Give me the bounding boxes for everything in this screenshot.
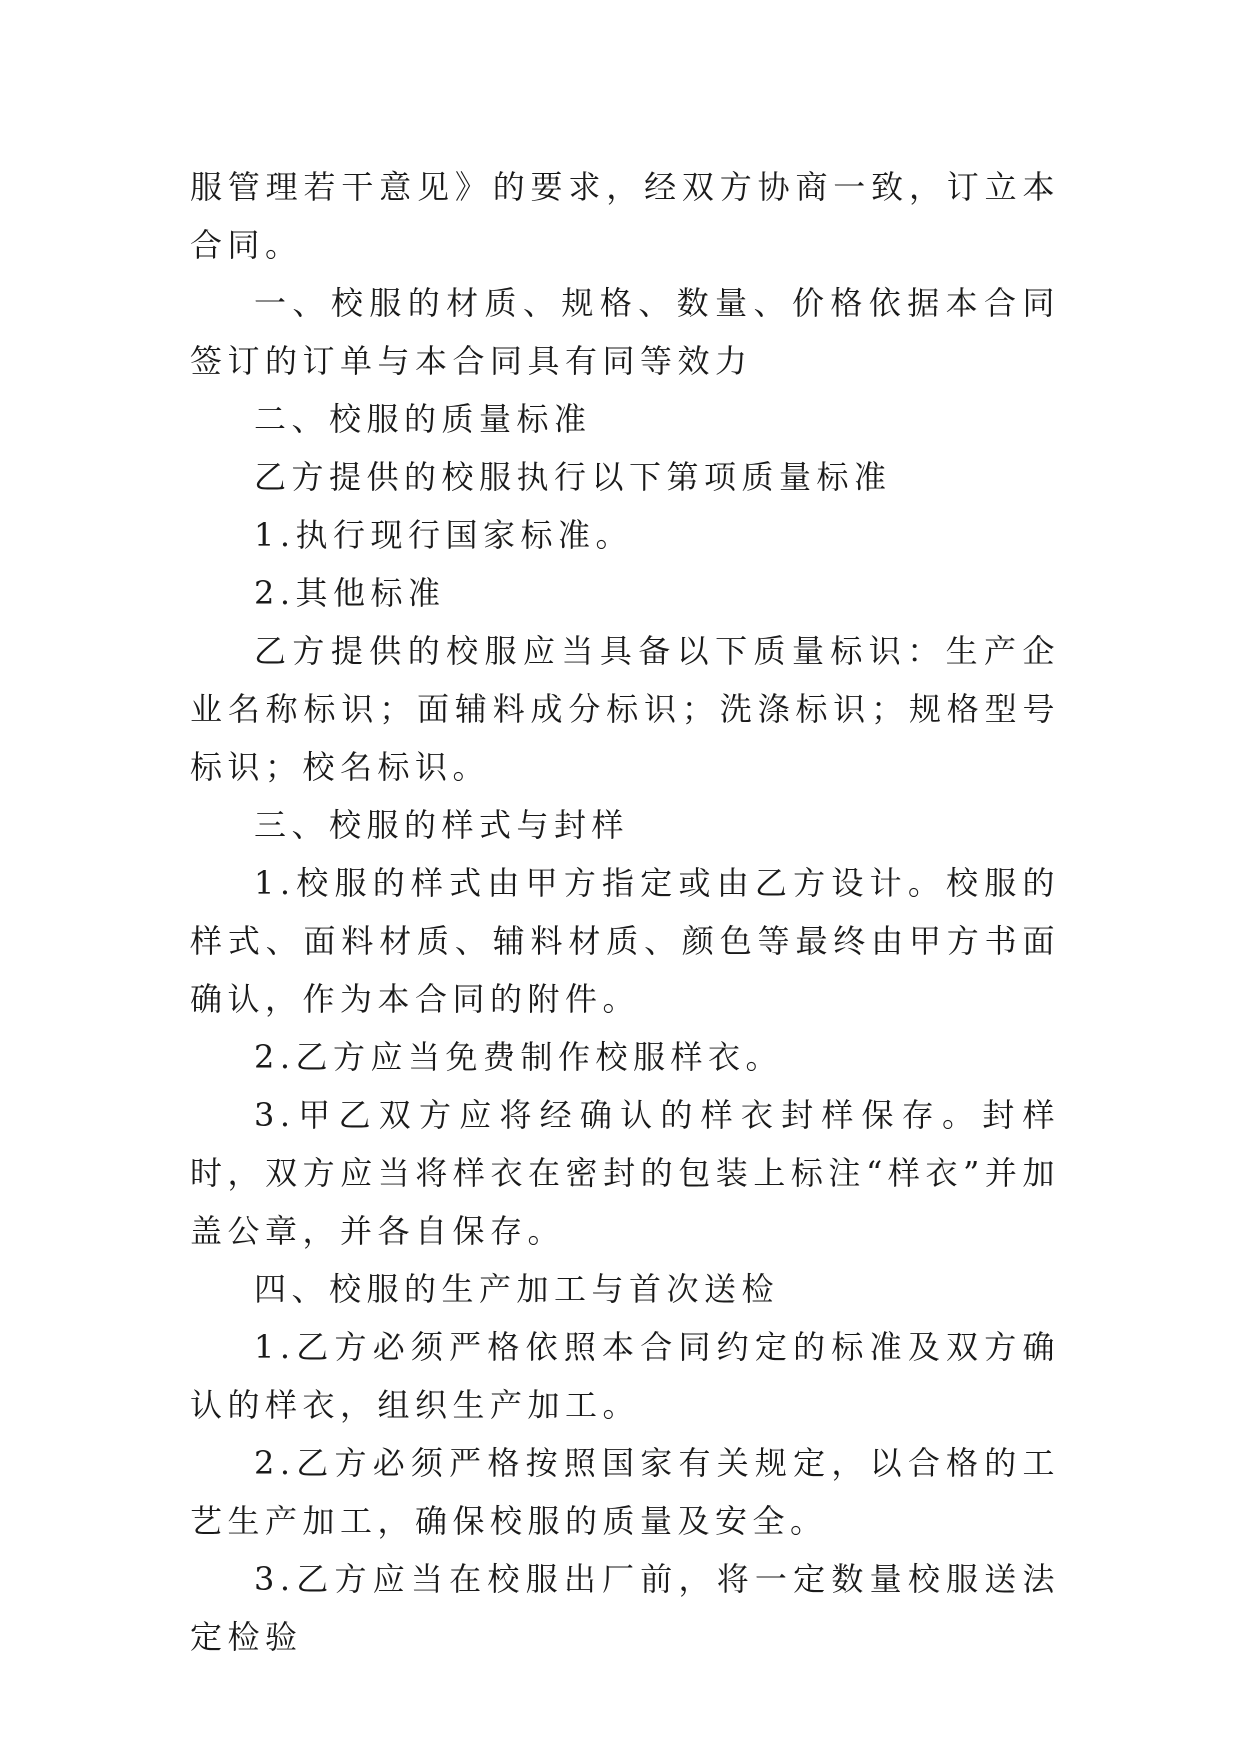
paragraph-3: 乙方提供的校服执行以下第项质量标准	[254, 458, 892, 496]
paragraph-10: 3.甲乙双方应将经确认的样衣封样保存。封样时，双方应当将样衣在密封的包装上标注“样衣”并加盖公章，并各自保存。	[190, 1096, 1060, 1250]
paragraph-7: 三、校服的样式与封样	[254, 806, 630, 844]
paragraph-5: 2.其他标准	[254, 574, 446, 612]
paragraph-14: 3.乙方应当在校服出厂前，将一定数量校服送法定检验	[190, 1560, 1060, 1656]
paragraph-4: 1.执行现行国家标准。	[254, 516, 634, 554]
paragraph-1: 一、校服的材质、规格、数量、价格依据本合同签订的订单与本合同具有同等效力	[190, 284, 1060, 380]
paragraph-12: 1.乙方必须严格依照本合同约定的标准及双方确认的样衣，组织生产加工。	[190, 1328, 1060, 1424]
paragraph-13: 2.乙方必须严格按照国家有关规定，以合格的工艺生产加工，确保校服的质量及安全。	[190, 1444, 1060, 1540]
paragraph-8: 1.校服的样式由甲方指定或由乙方设计。校服的样式、面料材质、辅料材质、颜色等最终由甲方书面确认，作为本合同的附件。	[190, 864, 1060, 1018]
paragraph-2: 二、校服的质量标准	[254, 400, 592, 438]
paragraph-9: 2.乙方应当免费制作校服样衣。	[254, 1038, 784, 1076]
paragraph-6: 乙方提供的校服应当具备以下质量标识：生产企业名称标识；面辅料成分标识；洗涤标识；规格型号标识；校名标识。	[190, 632, 1060, 786]
paragraph-11: 四、校服的生产加工与首次送检	[254, 1270, 780, 1308]
paragraph-0: 服管理若干意见》的要求，经双方协商一致，订立本合同。	[190, 168, 1060, 264]
document-body	[190, 158, 1060, 1666]
